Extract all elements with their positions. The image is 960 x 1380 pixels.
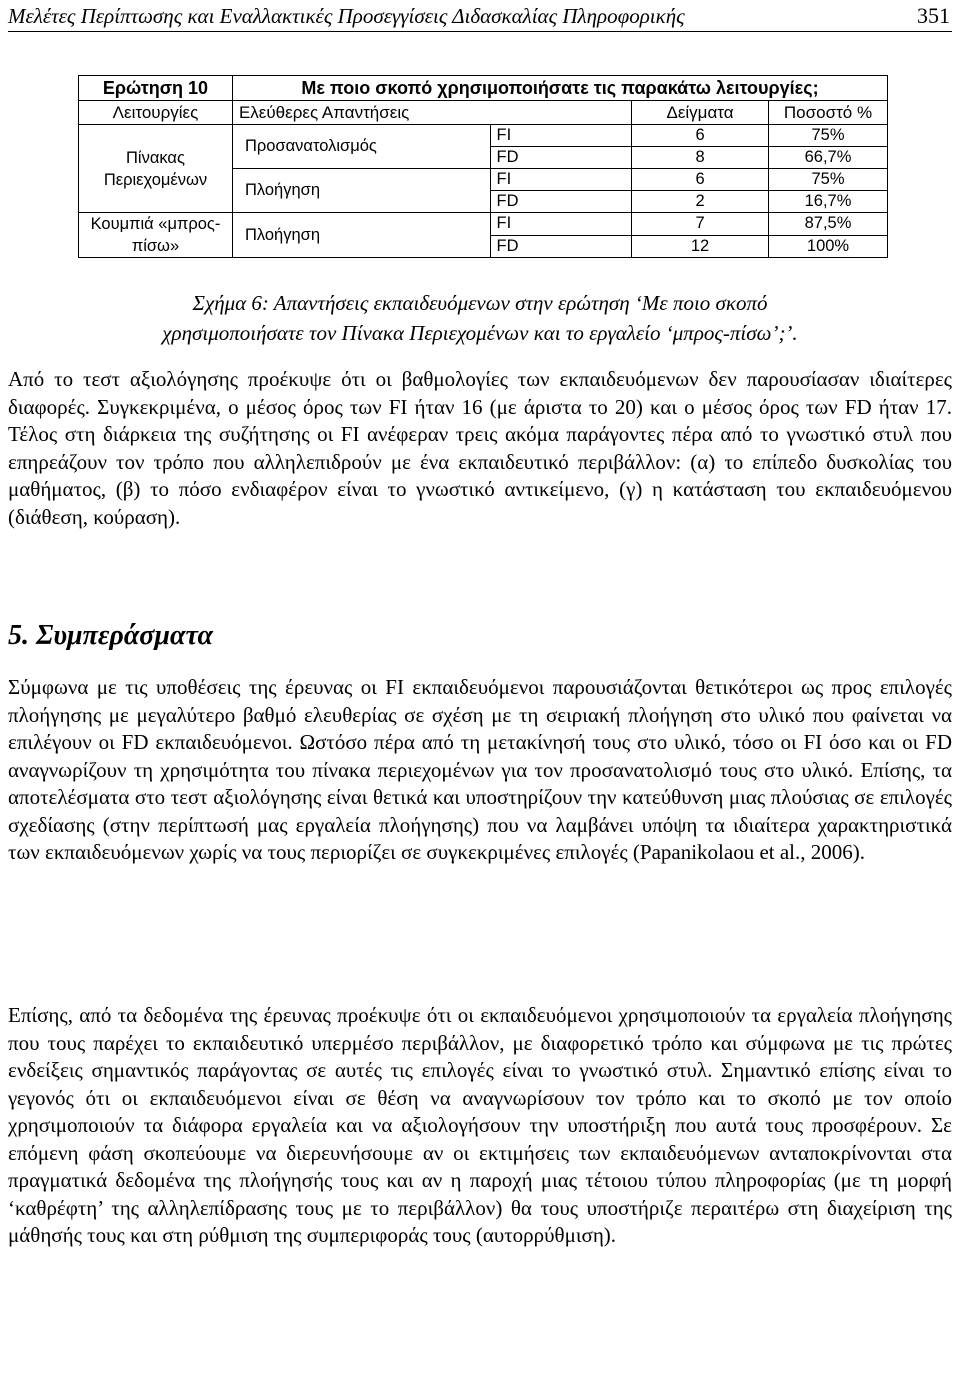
answer-orientation: Προσανατολισμός	[232, 125, 490, 169]
col-header-samples: Δείγματα	[632, 101, 769, 125]
page-number: 351	[917, 3, 950, 28]
caption-line-1: Σχήμα 6: Απαντήσεις εκπαιδευόμενων στην ερώτηση ‘Με ποιο σκοπό	[192, 291, 768, 315]
figure-table	[78, 75, 888, 258]
question-label: Ερώτηση 10	[79, 76, 233, 101]
samples-cell: 8	[632, 147, 769, 169]
group-cell: FI	[490, 169, 632, 191]
function-toc: Πίνακας Περιεχομένων	[79, 125, 233, 213]
paragraph-conclusions	[8, 674, 952, 867]
table-row	[79, 125, 888, 147]
samples-cell: 7	[632, 213, 769, 236]
percent-cell: 87,5%	[769, 213, 888, 236]
header-row	[79, 101, 888, 125]
percent-cell: 75%	[769, 125, 888, 147]
journal-title: Μελέτες Περίπτωσης και Εναλλακτικές Προσεγγίσεις Διδασκαλίας Πληροφορικής	[8, 4, 685, 28]
percent-cell: 100%	[769, 235, 888, 258]
samples-cell: 2	[632, 191, 769, 213]
percent-cell: 75%	[769, 169, 888, 191]
group-cell: FI	[490, 125, 632, 147]
group-cell: FD	[490, 191, 632, 213]
col-header-percent: Ποσοστό %	[769, 101, 888, 125]
paragraph-results	[8, 366, 952, 531]
answer-navigation: Πλοήγηση	[232, 169, 490, 213]
group-cell: FD	[490, 235, 632, 258]
col-header-answers: Ελεύθερες Απαντήσεις	[232, 101, 631, 125]
question-row	[79, 76, 888, 101]
paragraph-text: Επίσης, από τα δεδομένα της έρευνας προέκυψε ότι οι εκπαιδευόμενοι χρησιμοποιούν τα εργαλεία πλοήγησης που τους παρέχει το εκπαιδευτικό υπερμέσο περιβάλλον, με διαφορετικό τρόπο και σύμφωνα με τις πρώτες ενδείξεις σημαντικός παράγοντας σε αυτές τις επιλογές είναι το γνωστικό στυλ. Σημαντικό επίσης είναι το γεγονός ότι οι εκπαιδευόμενοι είναι σε θέση να αναγνωρίσουν τον τρόπο και το σκοπό με τον οποίο χρησιμοποιούν τα διάφορα εργαλεία και να αξιολογήσουν την υποστήριξη που αυτά τους προσφέρουν. Σε επόμενη φάση σκοπεύουμε να διερευνήσουμε αν οι εκτιμήσεις των εκπαιδευόμενων ανταποκρίνονται στα πραγματικά δεδομένα της πλοήγησής τους και αν η παροχή μιας τέτοιου τύπου πληροφορίας (με τη μορφή ‘καθρέφτη’ της αλληλεπίδρασης τους με το περιβάλλον) θα τους υποστήριζε περαιτέρω στη διαχείριση της μάθησής τους και στη ρύθμιση της συμπεριφοράς τους (αυτορρύθμιση).	[8, 1003, 952, 1247]
col-header-functions: Λειτουργίες	[79, 101, 233, 125]
function-back-forward: Κουμπιά «μπρος-πίσω»	[79, 213, 233, 258]
paragraph-text: Από το τεστ αξιολόγησης προέκυψε ότι οι βαθμολογίες των εκπαιδευόμενων δεν παρουσίασαν ιδιαίτερες διαφορές. Συγκεκριμένα, ο μέσος όρος των FI ήταν 16 (με άριστα το 20) και ο μέσος όρος των FD ήταν 17. Τέλος στη διάρκεια της συζήτησης οι FI ανέφεραν τρεις ακόμα παράγοντες πέρα από το γνωστικό στυλ που επηρεάζουν τον τρόπο που αλληλεπιδρούν με ένα εκπαιδευτικό περιβάλλον: (α) το επίπεδο δυσκολίας του μαθήματος, (β) το πόσο ενδιαφέρον είναι το γνωστικό αντικείμενο, (γ) η κατάσταση του εκπαιδευόμενου (διάθεση, κούραση).	[8, 367, 952, 529]
percent-cell: 66,7%	[769, 147, 888, 169]
answer-navigation: Πλοήγηση	[232, 213, 490, 258]
paragraph-further	[8, 1002, 952, 1250]
running-header	[8, 4, 952, 32]
figure-caption	[0, 288, 960, 348]
paragraph-text: Σύμφωνα με τις υποθέσεις της έρευνας οι FI εκπαιδευόμενοι παρουσιάζονται θετικότεροι ως προς επιλογές πλοήγησης με μεγαλύτερο βαθμό ελευθερίας σε σχέση με τη σειριακή πλοήγηση στο υλικό που φαίνεται να επιλέγουν οι FD εκπαιδευόμενοι. Ωστόσο πέρα από τη μετακίνησή τους στο υλικό, τόσο οι FI όσο και οι FD αναγνωρίζουν τη χρησιμότητα του πίνακα περιεχομένων για τον προσανατολισμό τους στο υλικό. Επίσης, τα αποτελέσματα στο τεστ αξιολόγησης είναι θετικά και υποστηρίζουν την κατεύθυνση μιας πλούσιας σε επιλογές σχεδίασης (στην περίπτωσή μας εργαλεία πλοήγησης) που να λαμβάνει υπόψη τα ιδιαίτερα χαρακτηριστικά των εκπαιδευόμενων χωρίς να τους περιορίζει σε συγκεκριμένες επιλογές (Papanikolaou et al., 2006).	[8, 675, 952, 864]
section-heading: 5. Συμπεράσματα	[8, 620, 213, 651]
group-cell: FD	[490, 147, 632, 169]
group-cell: FI	[490, 213, 632, 236]
caption-line-2: χρησιμοποιήσατε τον Πίνακα Περιεχομένων και το εργαλείο ‘μπρος-πίσω’;’.	[162, 321, 798, 345]
samples-cell: 12	[632, 235, 769, 258]
percent-cell: 16,7%	[769, 191, 888, 213]
responses-table	[78, 75, 888, 258]
samples-cell: 6	[632, 169, 769, 191]
question-text: Με ποιο σκοπό χρησιμοποιήσατε τις παρακάτω λειτουργίες;	[232, 76, 887, 101]
samples-cell: 6	[632, 125, 769, 147]
table-row	[79, 213, 888, 236]
